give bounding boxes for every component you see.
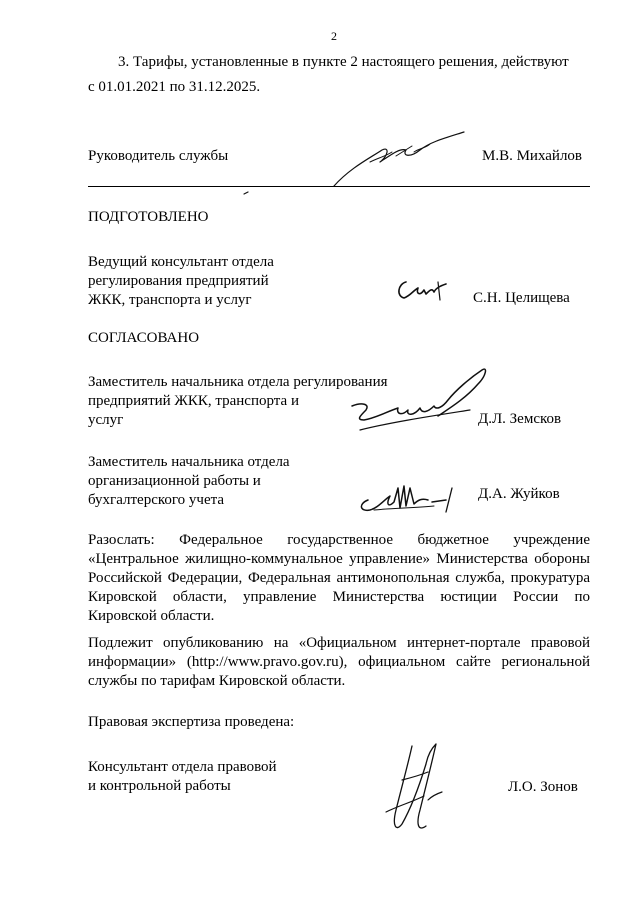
divider-line bbox=[88, 186, 590, 187]
agreed-signer-1-position-line: предприятий ЖКК, транспорта и bbox=[88, 393, 299, 409]
distribution-line: Российской Федерации, Федеральная антимонопольная служба, прокуратура bbox=[88, 570, 590, 586]
publication-paragraph bbox=[88, 634, 590, 691]
clause-line-2: с 01.01.2021 по 31.12.2025. bbox=[88, 79, 261, 95]
distribution-line: «Центральное жилищно-коммунальное управление» Министерства обороны bbox=[88, 551, 590, 567]
agreed-signer-1-position-line: услуг bbox=[88, 412, 124, 428]
agreed-signer-2-position bbox=[88, 453, 290, 510]
distribution-line: Кировской области, управление Министерства юстиции России по bbox=[88, 589, 590, 605]
agreed-signer-1-position-line: Заместитель начальника отдела регулирования bbox=[88, 374, 388, 390]
agreed-signer-2-signature-icon bbox=[354, 478, 464, 518]
prepared-heading: ПОДГОТОВЛЕНО bbox=[88, 209, 209, 225]
clause-line-1: 3. Тарифы, установленные в пункте 2 настоящего решения, действуют bbox=[118, 54, 569, 70]
agreed-signer-1-signature-icon bbox=[342, 364, 492, 440]
distribution-line: Разослать: Федеральное государственное бюджетное учреждение bbox=[88, 532, 590, 548]
agreed-signer-2-name: Д.А. Жуйков bbox=[478, 486, 560, 502]
publication-line: службы по тарифам Кировской области. bbox=[88, 673, 346, 689]
prepared-position-line: ЖКК, транспорта и услуг bbox=[88, 292, 252, 308]
prepared-position-line: регулирования предприятий bbox=[88, 273, 269, 289]
page-number: 2 bbox=[331, 29, 337, 43]
prepared-name: С.Н. Целищева bbox=[473, 290, 570, 306]
legal-review-heading: Правовая экспертиза проведена: bbox=[88, 714, 295, 730]
prepared-signature-icon bbox=[394, 278, 450, 306]
legal-review-name: Л.О. Зонов bbox=[508, 779, 578, 795]
distribution-line: Кировской области. bbox=[88, 608, 215, 624]
agreed-signer-2-position-line: Заместитель начальника отдела bbox=[88, 454, 290, 470]
publication-line: Подлежит опубликованию на «Официальном интернет-портале правовой bbox=[88, 635, 590, 651]
prepared-position bbox=[88, 253, 274, 310]
agreed-signer-1-name: Д.Л. Земсков bbox=[478, 411, 562, 427]
agreed-signer-2-position-line: бухгалтерского учета bbox=[88, 492, 225, 508]
agreed-heading: СОГЛАСОВАНО bbox=[88, 330, 200, 346]
legal-review-signature-icon bbox=[382, 740, 452, 840]
publication-line: информации» (http://www.pravo.gov.ru), официальном сайте региональной bbox=[88, 654, 590, 670]
legal-review-position bbox=[88, 758, 277, 796]
head-signature-icon bbox=[330, 128, 470, 190]
legal-review-position-line: Консультант отдела правовой bbox=[88, 759, 277, 775]
legal-review-position-line: и контрольной работы bbox=[88, 778, 231, 794]
distribution-paragraph bbox=[88, 531, 590, 626]
head-name: М.В. Михайлов bbox=[482, 148, 583, 164]
head-title: Руководитель службы bbox=[88, 148, 229, 164]
agreed-signer-2-position-line: организационной работы и bbox=[88, 473, 261, 489]
prepared-position-line: Ведущий консультант отдела bbox=[88, 254, 274, 270]
stray-mark-icon bbox=[243, 190, 251, 196]
